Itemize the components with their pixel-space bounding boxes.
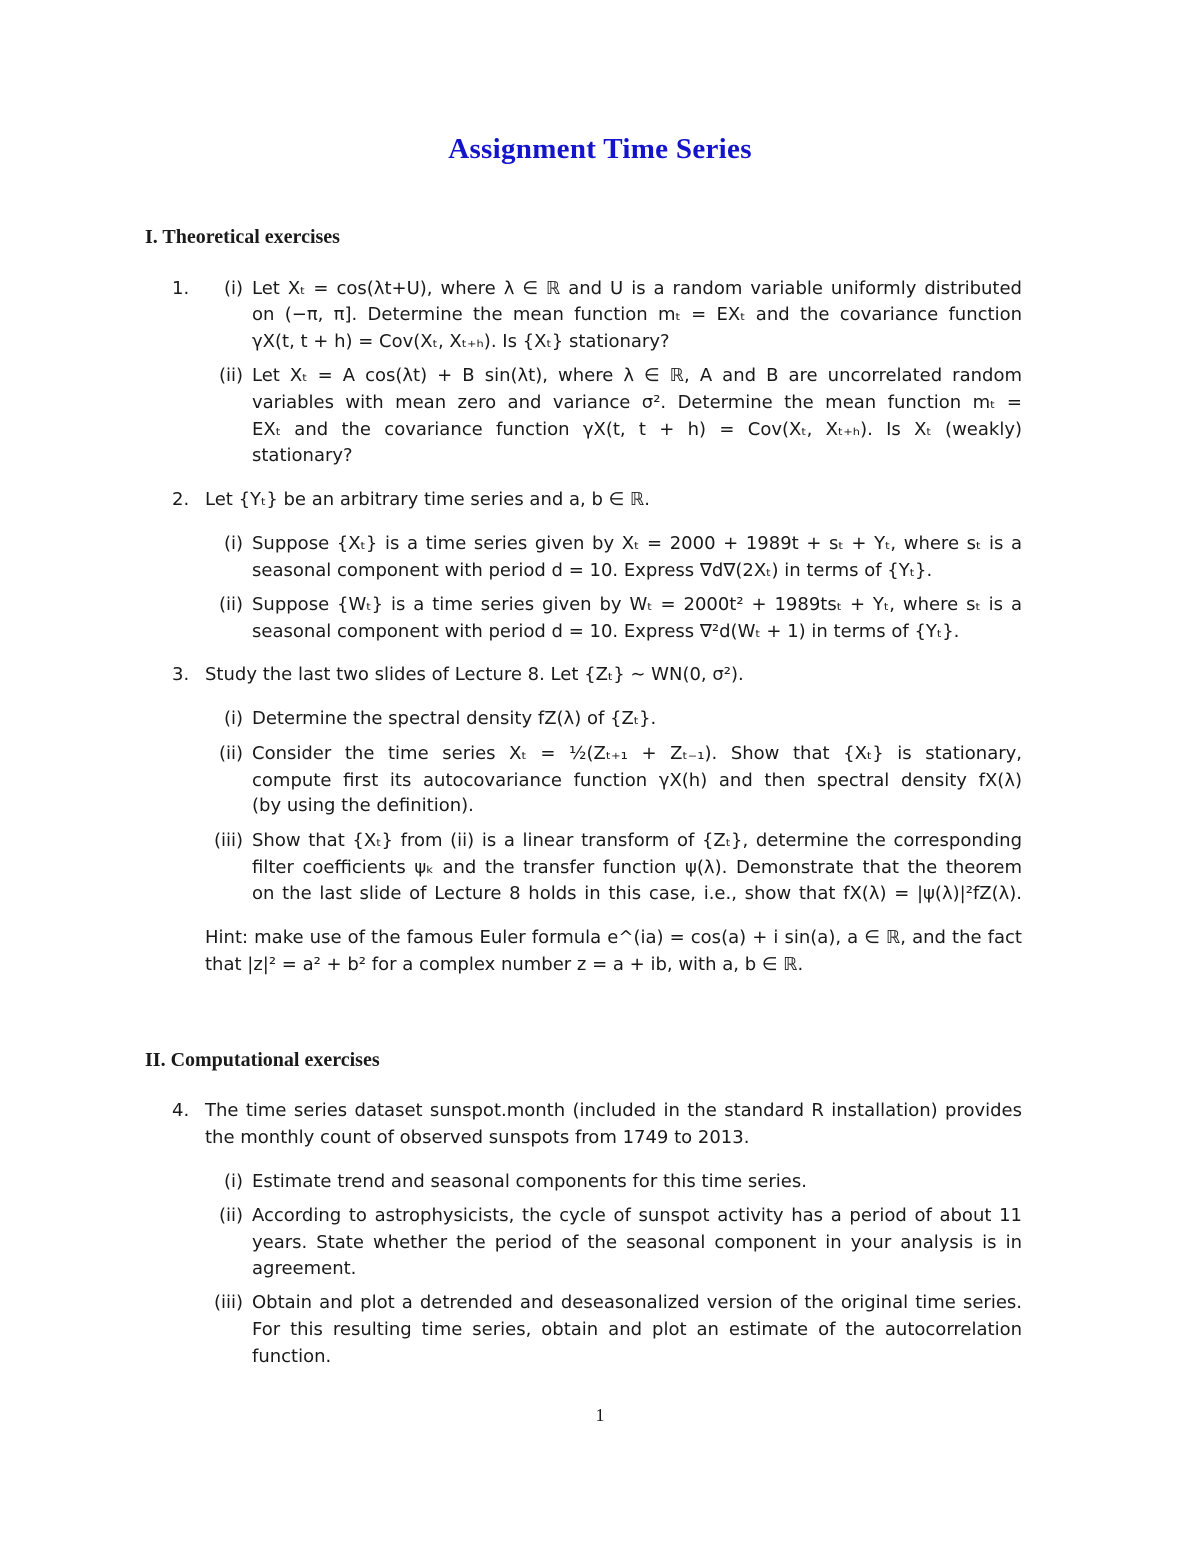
item-label: (i): [223, 278, 243, 299]
hint-line: Hint: make use of the famous Euler formula e^(ia) = cos(a) + i sin(a), a ∈ ℝ, and the fact: [205, 927, 1022, 948]
text-line: stationary?: [252, 445, 353, 466]
item-label: (ii): [218, 365, 243, 386]
text-line: years. State whether the period of the seasonal component in your analysis is in: [252, 1232, 1022, 1253]
text-line: EXₜ and the covariance function γX(t, t + h) = Cov(Xₜ, Xₜ₊ₕ). Is Xₜ (weakly): [252, 419, 1022, 440]
hint-line: that |z|² = a² + b² for a complex number z = a + ib, with a, b ∈ ℝ.: [205, 954, 804, 975]
exercise-number: 1.: [172, 278, 190, 299]
text-line: γX(t, t + h) = Cov(Xₜ, Xₜ₊ₕ). Is {Xₜ} stationary?: [252, 331, 670, 352]
text-line: Estimate trend and seasonal components for this time series.: [252, 1171, 807, 1192]
text-line: Suppose {Wₜ} is a time series given by Wₜ = 2000t² + 1989tsₜ + Yₜ, where sₜ is a: [252, 594, 1022, 615]
text-line: Show that {Xₜ} from (ii) is a linear transform of {Zₜ}, determine the corresponding: [252, 830, 1022, 851]
text-line: on the last slide of Lecture 8 holds in this case, i.e., show that fX(λ) = |ψ(λ)|²fZ(λ).: [252, 883, 1022, 904]
item-label: (ii): [218, 743, 243, 764]
text-line: Suppose {Xₜ} is a time series given by Xₜ = 2000 + 1989t + sₜ + Yₜ, where sₜ is a: [252, 533, 1022, 554]
item-label: (i): [223, 1171, 243, 1192]
item-label: (iii): [213, 830, 243, 851]
section-heading-theoretical: I. Theoretical exercises: [145, 226, 340, 248]
text-line: Let Xₜ = cos(λt+U), where λ ∈ ℝ and U is a random variable uniformly distributed: [252, 278, 1022, 299]
text-line: According to astrophysicists, the cycle of sunspot activity has a period of about 11: [252, 1205, 1022, 1226]
page-number: 1: [595, 1405, 605, 1425]
text-line: compute first its autocovariance function γX(h) and then spectral density fX(λ): [252, 770, 1022, 791]
text-line: variables with mean zero and variance σ². Determine the mean function mₜ =: [252, 392, 1022, 413]
text-line: Consider the time series Xₜ = ½(Zₜ₊₁ + Zₜ₋₁). Show that {Xₜ} is stationary,: [252, 743, 1022, 764]
text-line: on (−π, π]. Determine the mean function mₜ = EXₜ and the covariance function: [252, 304, 1022, 325]
item-label: (i): [223, 533, 243, 554]
text-line: Obtain and plot a detrended and deseasonalized version of the original time series.: [252, 1292, 1022, 1313]
text-line: Determine the spectral density fZ(λ) of {Zₜ}.: [252, 708, 657, 729]
text-line: agreement.: [252, 1258, 357, 1279]
text-line: seasonal component with period d = 10. Express ∇d∇(2Xₜ) in terms of {Yₜ}.: [252, 560, 933, 581]
text-line: Let {Yₜ} be an arbitrary time series and a, b ∈ ℝ.: [205, 489, 650, 510]
page-title: Assignment Time Series: [448, 133, 752, 165]
exercise-number: 4.: [172, 1100, 190, 1121]
exercise-number: 2.: [172, 489, 190, 510]
text-line: (by using the definition).: [252, 795, 474, 816]
text-line: The time series dataset sunspot.month (included in the standard R installation) provides: [205, 1100, 1022, 1121]
section-heading-computational: II. Computational exercises: [145, 1049, 380, 1071]
text-line: the monthly count of observed sunspots from 1749 to 2013.: [205, 1127, 750, 1148]
item-label: (iii): [213, 1292, 243, 1313]
text-line: Let Xₜ = A cos(λt) + B sin(λt), where λ ∈ ℝ, A and B are uncorrelated random: [252, 365, 1022, 386]
item-label: (ii): [218, 594, 243, 615]
text-line: Study the last two slides of Lecture 8. Let {Zₜ} ∼ WN(0, σ²).: [205, 664, 744, 685]
text-line: filter coefficients ψₖ and the transfer function ψ(λ). Demonstrate that the theorem: [252, 857, 1022, 878]
exercise-number: 3.: [172, 664, 190, 685]
text-line: For this resulting time series, obtain and plot an estimate of the autocorrelation: [252, 1319, 1022, 1340]
text-line: function.: [252, 1346, 332, 1367]
text-line: seasonal component with period d = 10. Express ∇²d(Wₜ + 1) in terms of {Yₜ}.: [252, 621, 960, 642]
item-label: (ii): [218, 1205, 243, 1226]
item-label: (i): [223, 708, 243, 729]
